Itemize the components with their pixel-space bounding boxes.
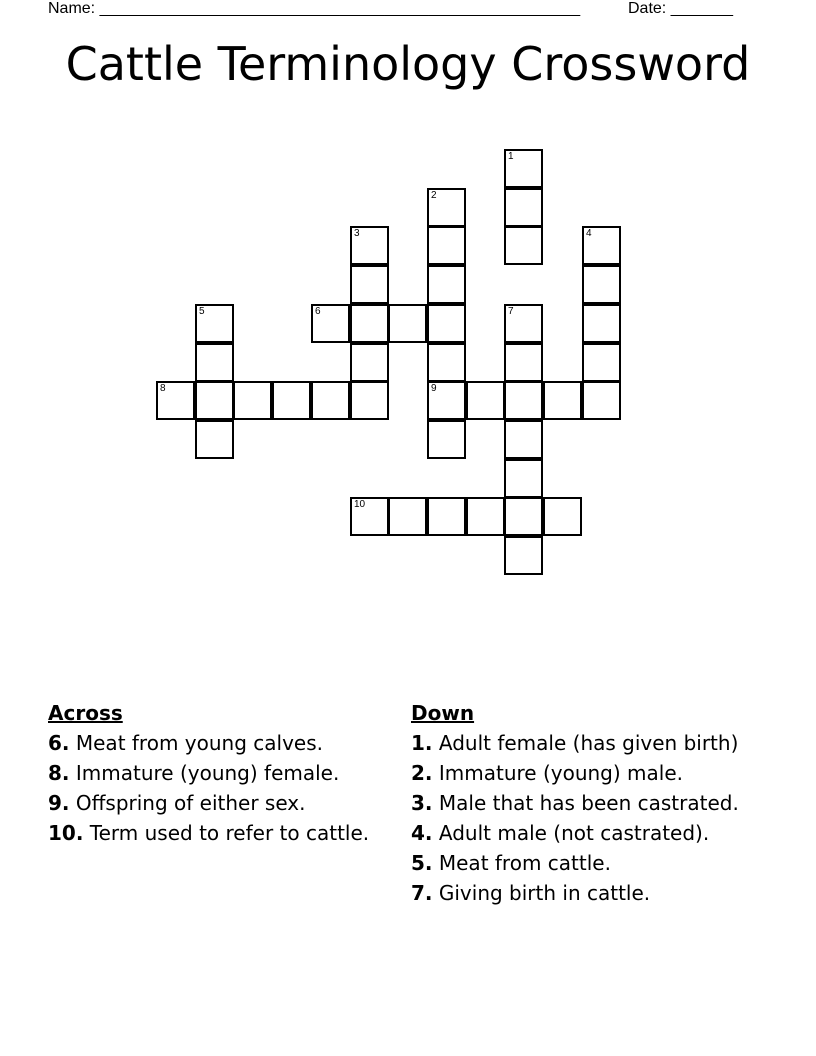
clue-text: Male that has been castrated.	[438, 791, 739, 815]
clue-down-5	[411, 852, 761, 875]
grid-cell[interactable]	[195, 343, 234, 382]
grid-cell[interactable]	[311, 304, 350, 343]
grid-cell[interactable]	[504, 497, 543, 536]
date-field[interactable]: Date: _______	[628, 0, 733, 17]
grid-cell[interactable]	[195, 304, 234, 343]
grid-cell[interactable]	[350, 304, 389, 343]
across-clues	[48, 702, 388, 852]
cell-number: 3	[354, 228, 360, 239]
grid-cell[interactable]	[388, 304, 427, 343]
grid-cell[interactable]	[582, 226, 621, 265]
clue-number: 9.	[48, 791, 70, 815]
grid-cell[interactable]	[427, 343, 466, 382]
grid-cell[interactable]	[504, 188, 543, 227]
clue-number: 7.	[411, 881, 433, 905]
grid-cell[interactable]	[543, 497, 582, 536]
clue-down-4	[411, 822, 761, 845]
clue-across-6	[48, 732, 388, 755]
grid-cell[interactable]	[427, 188, 466, 227]
clue-number: 1.	[411, 731, 433, 755]
grid-cell[interactable]	[311, 381, 350, 420]
clue-text: Adult male (not castrated).	[438, 821, 710, 845]
clue-number: 6.	[48, 731, 70, 755]
grid-cell[interactable]	[350, 226, 389, 265]
grid-cell[interactable]	[272, 381, 311, 420]
cell-number: 6	[315, 306, 321, 317]
grid-cell[interactable]	[195, 420, 234, 459]
grid-cell[interactable]	[466, 381, 505, 420]
clue-down-1	[411, 732, 761, 755]
page-title: Cattle Terminology Crossword	[65, 37, 751, 91]
clue-down-3	[411, 792, 761, 815]
clue-down-7	[411, 882, 761, 905]
grid-cell[interactable]	[504, 420, 543, 459]
grid-cell[interactable]	[543, 381, 582, 420]
cell-number: 9	[431, 383, 437, 394]
grid-cell[interactable]	[582, 381, 621, 420]
clue-text: Term used to refer to cattle.	[89, 821, 370, 845]
clue-text: Meat from cattle.	[438, 851, 611, 875]
cell-number: 1	[508, 151, 514, 162]
clue-number: 3.	[411, 791, 433, 815]
grid-cell[interactable]	[504, 536, 543, 575]
clue-text: Adult female (has given birth)	[438, 731, 739, 755]
clue-across-10	[48, 822, 388, 845]
grid-cell[interactable]	[350, 381, 389, 420]
grid-cell[interactable]	[427, 420, 466, 459]
clue-text: Immature (young) female.	[75, 761, 340, 785]
grid-cell[interactable]	[504, 226, 543, 265]
clue-text: Meat from young calves.	[75, 731, 323, 755]
cell-number: 5	[199, 306, 205, 317]
grid-cell[interactable]	[427, 265, 466, 304]
clue-number: 8.	[48, 761, 70, 785]
grid-cell[interactable]	[582, 304, 621, 343]
clue-across-9	[48, 792, 388, 815]
grid-cell[interactable]	[350, 497, 389, 536]
clue-across-8	[48, 762, 388, 785]
cell-number: 8	[160, 383, 166, 394]
clue-number: 10.	[48, 821, 84, 845]
grid-cell[interactable]	[350, 343, 389, 382]
down-heading: Down	[411, 701, 475, 725]
grid-cell[interactable]	[427, 497, 466, 536]
grid-cell[interactable]	[427, 381, 466, 420]
across-heading: Across	[48, 701, 123, 725]
down-clues	[411, 702, 761, 912]
clue-number: 4.	[411, 821, 433, 845]
clue-number: 2.	[411, 761, 433, 785]
cell-number: 7	[508, 306, 514, 317]
grid-cell[interactable]	[582, 343, 621, 382]
cell-number: 10	[354, 499, 366, 510]
grid-cell[interactable]	[156, 381, 195, 420]
name-field[interactable]: Name: ______________________________________________________	[48, 0, 581, 17]
clue-down-2	[411, 762, 761, 785]
clue-text: Immature (young) male.	[438, 761, 683, 785]
grid-cell[interactable]	[427, 226, 466, 265]
clue-text: Giving birth in cattle.	[438, 881, 651, 905]
grid-cell[interactable]	[504, 459, 543, 498]
cell-number: 4	[586, 228, 592, 239]
grid-cell[interactable]	[504, 149, 543, 188]
cell-number: 2	[431, 190, 437, 201]
grid-cell[interactable]	[504, 381, 543, 420]
clue-text: Offspring of either sex.	[75, 791, 306, 815]
grid-cell[interactable]	[233, 381, 272, 420]
grid-cell[interactable]	[350, 265, 389, 304]
clue-number: 5.	[411, 851, 433, 875]
grid-cell[interactable]	[504, 304, 543, 343]
grid-cell[interactable]	[504, 343, 543, 382]
grid-cell[interactable]	[427, 304, 466, 343]
grid-cell[interactable]	[466, 497, 505, 536]
grid-cell[interactable]	[388, 497, 427, 536]
grid-cell[interactable]	[582, 265, 621, 304]
grid-cell[interactable]	[195, 381, 234, 420]
